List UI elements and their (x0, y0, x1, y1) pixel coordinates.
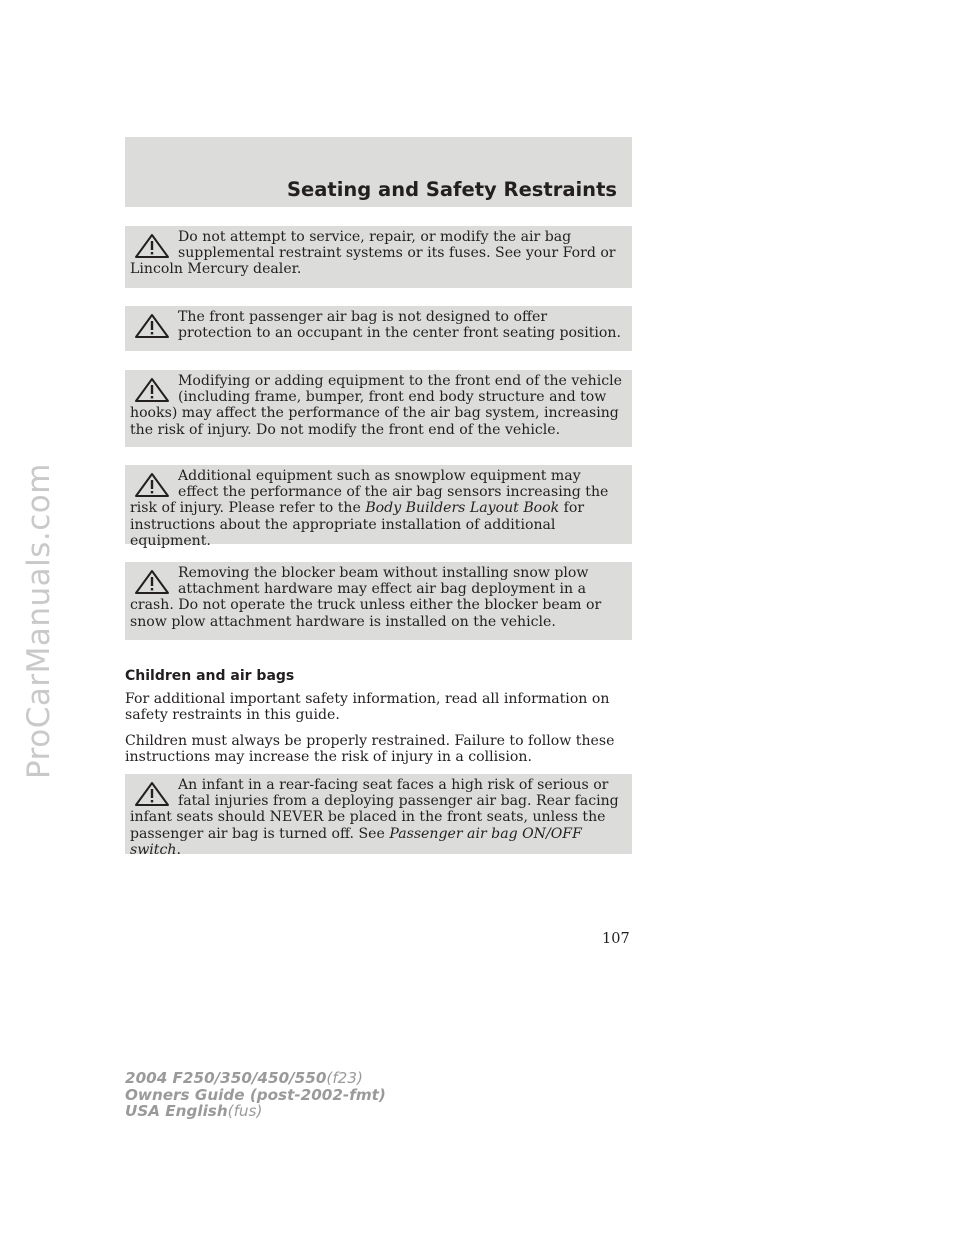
warning-triangle-icon (134, 472, 170, 498)
warning-triangle-icon (134, 313, 170, 339)
section-heading: Children and air bags (125, 668, 295, 684)
body-paragraph: Children must always be properly restrained. Failure to follow these instructions may increase the risk of injury in a collision. (125, 733, 615, 766)
warning-box (125, 370, 632, 447)
page-number: 107 (602, 931, 630, 947)
warning-text: An infant in a rear-facing seat faces a high risk of serious or fatal injuries from a deploying passenger air bag. Rear facing infant seats should NEVER be placed in the front seats, unless the passenger air bag is turned off. See (130, 777, 619, 842)
body-paragraph: For additional important safety information, read all information on safety restraints in this guide. (125, 691, 610, 724)
warning-triangle-icon (134, 569, 170, 595)
footer-model-code: (f23) (326, 1069, 363, 1087)
warning-box (125, 774, 632, 858)
warning-text-cont: for instructions about the appropriate installation of additional equipment. (130, 500, 585, 549)
footer-guide: Owners Guide (post-2002-fmt) (125, 1085, 386, 1104)
warning-text: Removing the blocker beam without installing snow plow attachment hardware may effect air bag deployment in a crash. Do not operate the truck unless either the blocker beam or snow plow attachment hardware is installed on the vehicle. (130, 565, 602, 630)
warning-triangle-icon (134, 233, 170, 259)
section-header (125, 137, 632, 207)
book-reference: Body Builders Layout Book (365, 500, 560, 517)
warning-text: Additional equipment such as snowplow equipment may effect the performance of the air bag sensors increasing the risk of injury. Please refer to the (130, 468, 609, 517)
warning-text: Modifying or adding equipment to the front end of the vehicle (including frame, bumper, front end body structure and tow hooks) may affect the performance of the air bag system, increasing the risk of injury. Do not modify the front end of the vehicle. (130, 373, 622, 438)
warning-box (125, 465, 632, 549)
document-footer (125, 1070, 386, 1120)
footer-model: 2004 F250/350/450/550 (125, 1069, 327, 1087)
warning-box (125, 226, 632, 288)
warning-text-cont: . (176, 841, 181, 858)
warning-text: Do not attempt to service, repair, or modify the air bag supplemental restraint systems or its fuses. See your Ford or Lincoln Mercury dealer. (130, 229, 616, 278)
warning-box (125, 562, 632, 640)
cross-reference: Passenger air bag ON/OFF switch (130, 825, 582, 858)
warning-triangle-icon (134, 377, 170, 403)
footer-language-code: (fus) (227, 1102, 263, 1120)
watermark (14, 0, 64, 1242)
warning-text: The front passenger air bag is not designed to offer protection to an occupant in the center front seating position. (178, 309, 621, 342)
warning-box (125, 306, 632, 351)
warning-triangle-icon (134, 781, 170, 807)
footer-language: USA English (125, 1102, 228, 1120)
watermark-text: ProCarManuals.com (21, 463, 57, 779)
page-title: Seating and Safety Restraints (286, 178, 617, 201)
